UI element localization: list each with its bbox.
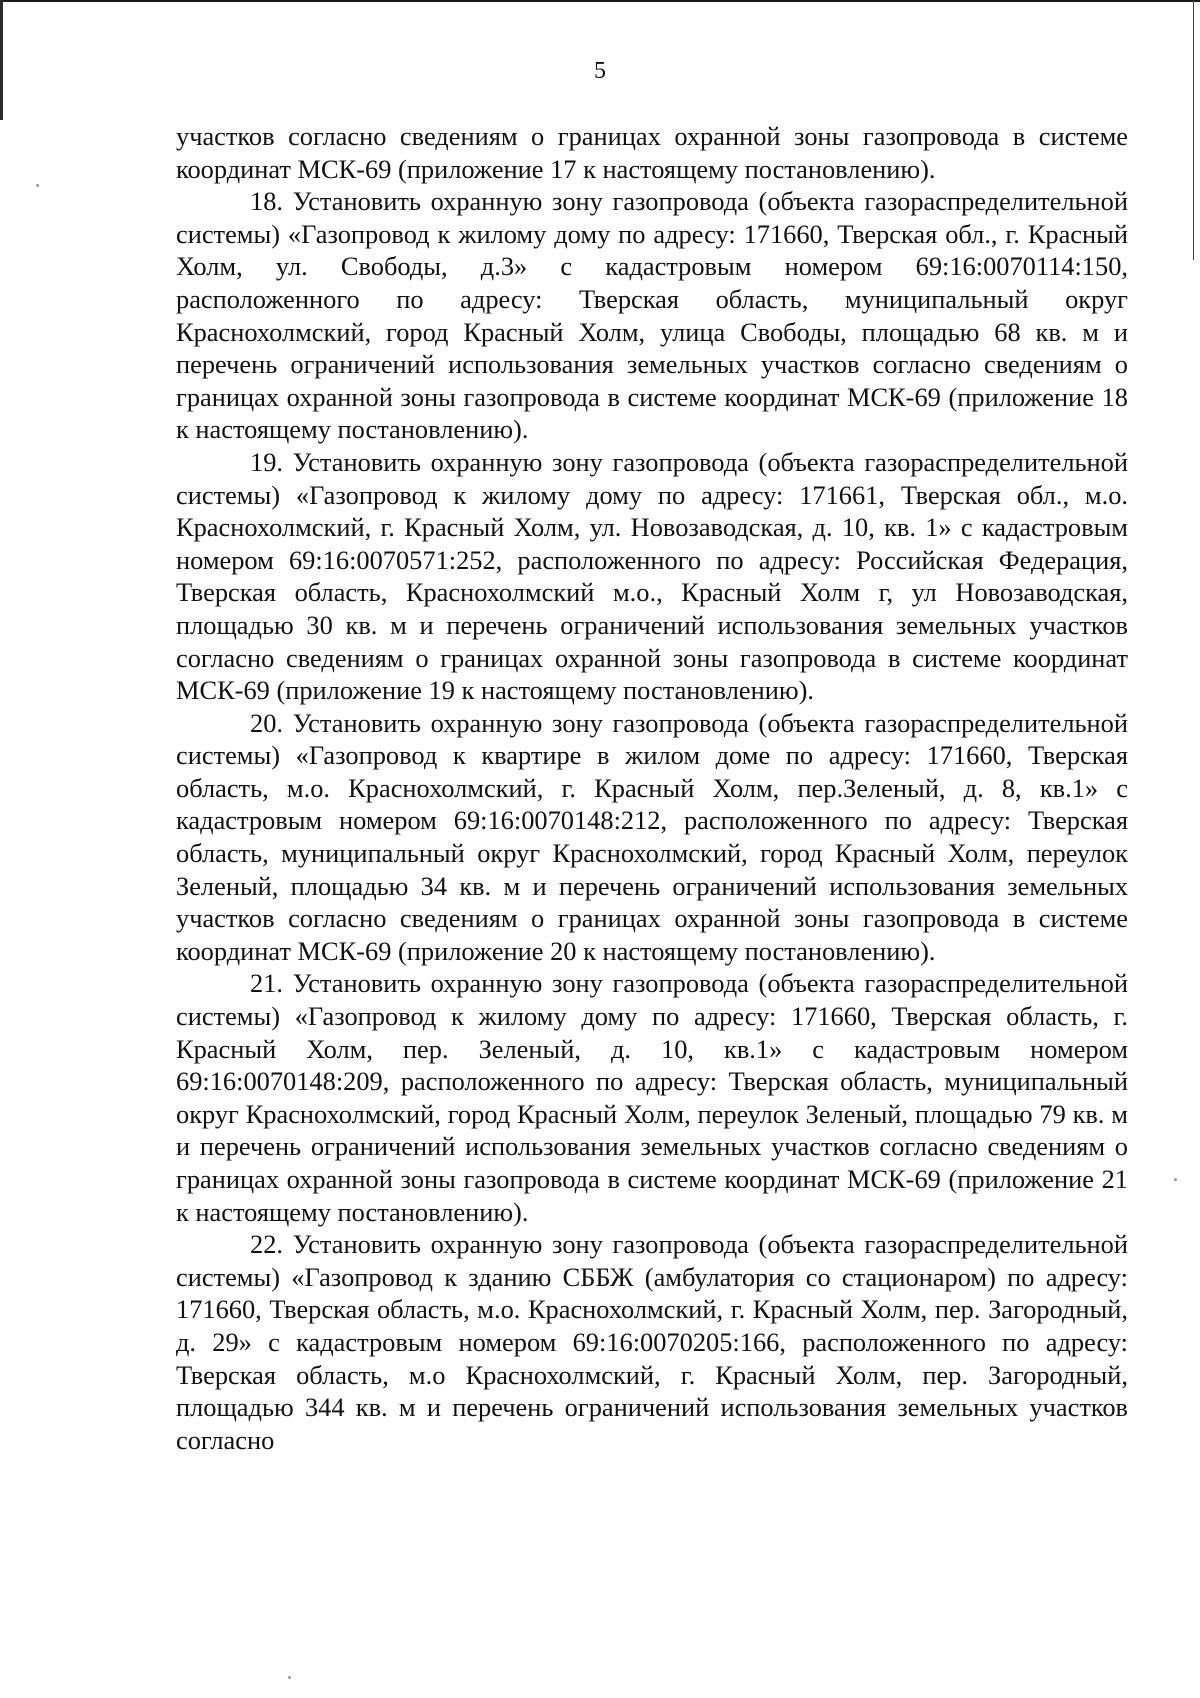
scan-dust-dot <box>1174 1178 1177 1181</box>
scan-edge-top <box>0 0 1200 2</box>
scan-edge-right <box>1193 0 1194 260</box>
paragraph-item-20: 20. Установить охранную зону газопровода (объекта газораспределительной системы) «Газопровод к квартире в жилом доме по адресу: 171660, Тверская область, м.о. Краснохолмский, г. Красный Холм, пер.Зеленый, д. 8, кв.1» с кадастровым номером 69:16:0070148:212, расположенного по адресу: Тверская область, муниципальный округ Краснохолмский, город Красный Холм, переулок Зеленый, площадью 34 кв. м и перечень ограничений использования земельных участков согласно сведениям о границах охранной зоны газопровода в системе координат МСК-69 (приложение 20 к настоящему постановлению). <box>176 707 1128 966</box>
page-number: 5 <box>594 58 606 84</box>
scan-dust-dot <box>288 1676 291 1679</box>
paragraph-item-21: 21. Установить охранную зону газопровода (объекта газораспределительной системы) «Газопровод к жилому дому по адресу: 171660, Тверская область, г. Красный Холм, пер. Зеленый, д. 10, кв.1» с кадастровым номером 69:16:0070148:209, расположенного по адресу: Тверская область, муниципальный округ Краснохолмский, город Красный Холм, переулок Зеленый, площадью 79 кв. м и перечень ограничений использования земельных участков согласно сведениям о границах охранной зоны газопровода в системе координат МСК-69 (приложение 21 к настоящему постановлению). <box>176 968 1128 1227</box>
document-body <box>176 120 1128 1456</box>
paragraph-item-22: 22. Установить охранную зону газопровода (объекта газораспределительной системы) «Газопровод к зданию СББЖ (амбулатория со стационаром) по адресу: 171660, Тверская область, м.о. Краснохолмский, г. Красный Холм, пер. Загородный, д. 29» с кадастровым номером 69:16:0070205:166, расположенного по адресу: Тверская область, м.о Краснохолмский, г. Красный Холм, пер. Загородный, площадью 344 кв. м и перечень ограничений использования земельных участков согласно <box>176 1229 1128 1455</box>
paragraph-continuation: участков согласно сведениям о границах охранной зоны газопровода в системе координат МСК-69 (приложение 17 к настоящему постановлению). <box>176 121 1128 184</box>
paragraph-item-18: 18. Установить охранную зону газопровода (объекта газораспределительной системы) «Газопровод к жилому дому по адресу: 171660, Тверская обл., г. Красный Холм, ул. Свободы, д.3» с кадастровым номером 69:16:0070114:150, расположенного по адресу: Тверская область, муниципальный округ Краснохолмский, город Красный Холм, улица Свободы, площадью 68 кв. м и перечень ограничений использования земельных участков согласно сведениям о границах охранной зоны газопровода в системе координат МСК-69 (приложение 18 к настоящему постановлению). <box>176 186 1128 445</box>
paragraph-item-19: 19. Установить охранную зону газопровода (объекта газораспределительной системы) «Газопровод к жилому дому по адресу: 171661, Тверская обл., м.о. Краснохолмский, г. Красный Холм, ул. Новозаводская, д. 10, кв. 1» с кадастровым номером 69:16:0070571:252, расположенного по адресу: Российская Федерация, Тверская область, Краснохолмский м.о., Красный Холм г, ул Новозаводская, площадью 30 кв. м и перечень ограничений использования земельных участков согласно сведениям о границах охранной зоны газопровода в системе координат МСК-69 (приложение 19 к настоящему постановлению). <box>176 446 1128 706</box>
scan-dust-dot <box>36 184 39 187</box>
